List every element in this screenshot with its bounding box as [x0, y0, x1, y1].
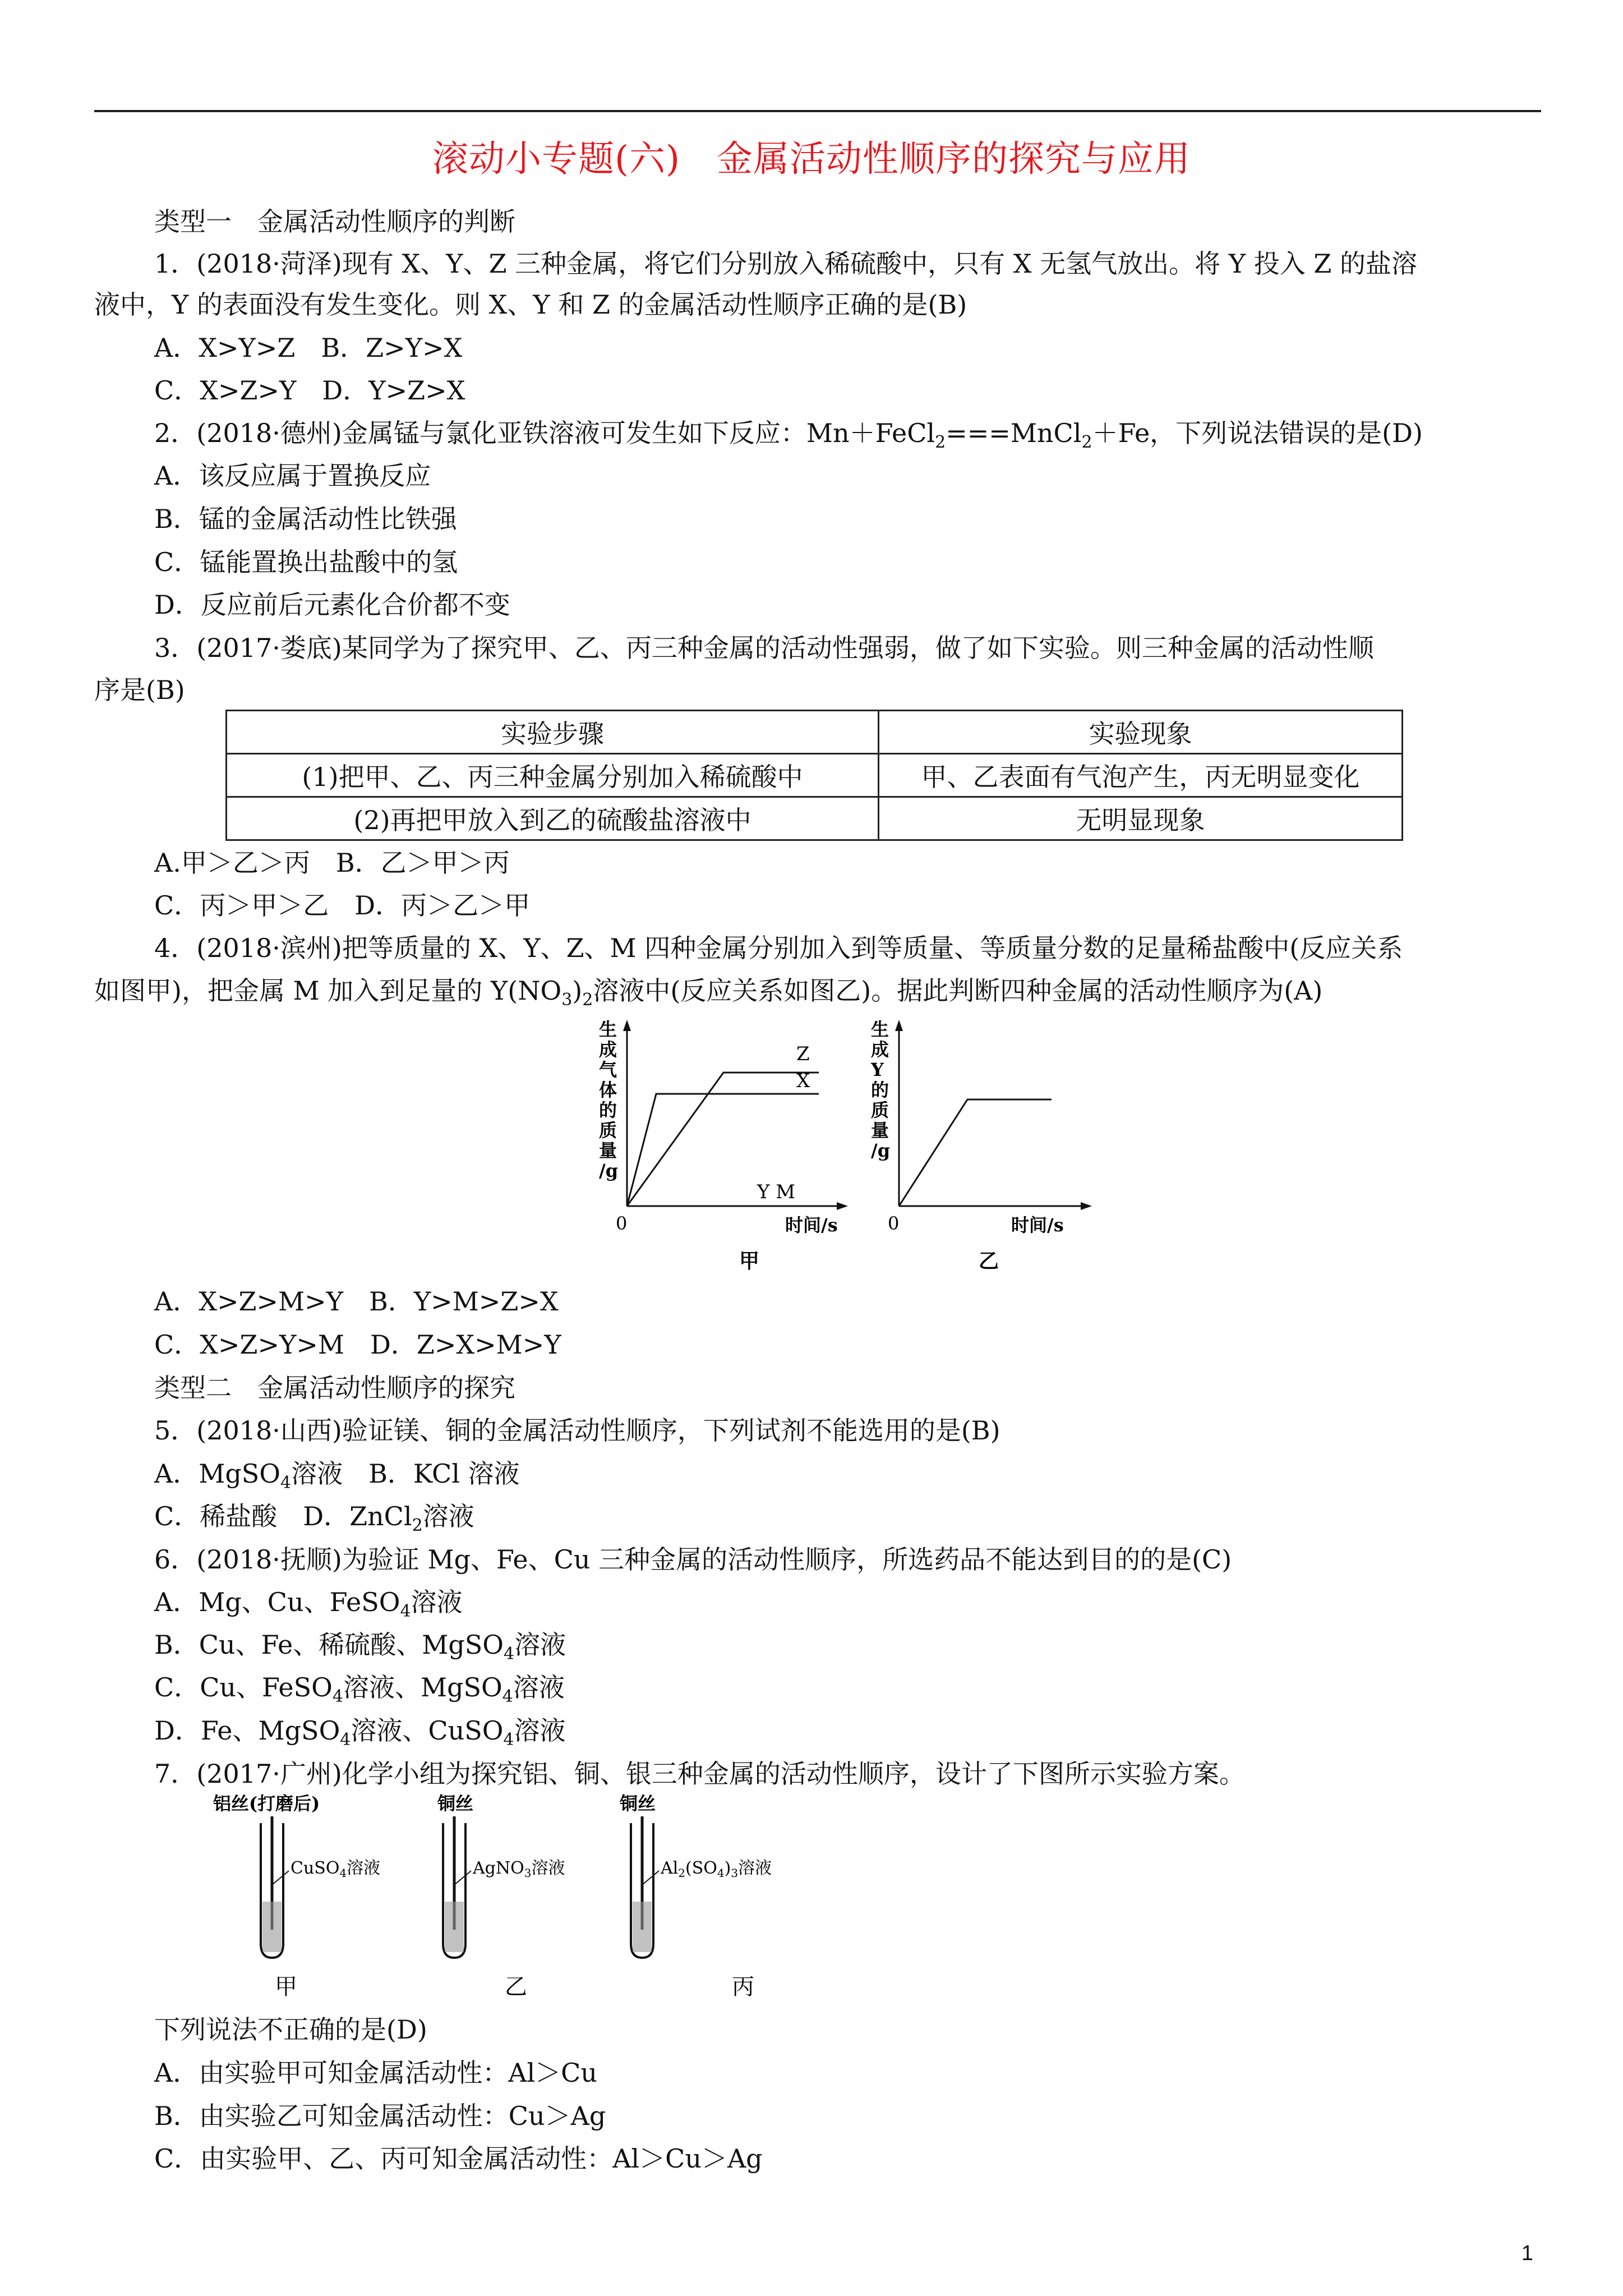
ylabel-char: 的: [599, 1099, 617, 1121]
experiment-table: [225, 710, 1403, 841]
q3-options-row2: C．丙＞甲＞乙 D．丙＞乙＞甲: [154, 890, 531, 921]
table-header-row: [227, 711, 1403, 754]
label-Y-M: Y M: [757, 1181, 796, 1203]
q2-text-line1: 2．(2018·德州)金属锰与氯化亚铁溶液可发生如下反应：Mn＋FeCl$_2$===MnCl$_2$＋Fe，下列说法错误的是(D): [154, 418, 1423, 453]
table-header-cell: 实验步骤: [227, 711, 879, 754]
x-axis-arrow: [1081, 1202, 1092, 1210]
page-number: 1: [1521, 2242, 1533, 2265]
test-tube-bing: [619, 1793, 772, 2000]
figure-caption-jia: 甲: [739, 1249, 760, 1273]
test-tube-jia: [213, 1793, 380, 2000]
ylabel-char: /g: [599, 1160, 619, 1181]
q6-option-d: D．Fe、MgSO$_4$溶液、CuSO$_4$溶液: [154, 1715, 566, 1750]
test-tube-experiment-figure: [213, 1789, 830, 2003]
solution-label: AgNO$_3$溶液: [473, 1858, 565, 1880]
tube-caption: 乙: [505, 1974, 527, 2000]
section-heading-2: 类型二 金属活动性顺序的探究: [154, 1373, 515, 1403]
leader-line: [272, 1871, 289, 1885]
table-cell: (2)再把甲放入到乙的硫酸盐溶液中: [227, 797, 879, 840]
q7-text-line1: 7．(2017·广州)化学小组为探究铝、铜、银三种金属的活动性顺序，设计了下图所示实验方案。: [154, 1759, 1245, 1789]
ylabel-char: Y: [871, 1059, 884, 1080]
solution-fill: [445, 1902, 464, 1952]
section-heading-1: 类型一 金属活动性顺序的判断: [154, 206, 515, 237]
q1-text-line2: 液中，Y 的表面没有发生变化。则 X、Y 和 Z 的金属活动性顺序正确的是(B): [94, 289, 967, 320]
q6-option-c: C．Cu、FeSO$_4$溶液、MgSO$_4$溶液: [154, 1672, 565, 1707]
ylabel-char: 气: [599, 1059, 617, 1080]
ylabel-char: 量: [871, 1120, 889, 1141]
q4-text-line1: 4．(2018·滨州)把等质量的 X、Y、Z、M 四种金属分别加入到等质量、等质量分数的足量稀盐酸中(反应关系: [154, 933, 1403, 963]
q2-option-c: C．锰能置换出盐酸中的氢: [154, 547, 458, 577]
origin-label: 0: [616, 1213, 628, 1234]
leader-line: [642, 1871, 659, 1885]
ylabel-char: 量: [599, 1140, 617, 1161]
figure-caption-yi: 乙: [979, 1249, 999, 1273]
label-X: X: [796, 1070, 810, 1092]
q4-options-row1: A．X>Z>M>Y B．Y>M>Z>X: [154, 1286, 559, 1317]
table-cell: 无明显现象: [879, 797, 1403, 840]
test-tube-yi: [437, 1793, 565, 2000]
q5-options-row2: C．稀盐酸 D．ZnCl$_2$溶液: [154, 1501, 474, 1536]
table-cell: 甲、乙表面有气泡产生，丙无明显变化: [879, 754, 1403, 797]
q4-text-line2: 如图甲)，把金属 M 加入到足量的 $Y(NO_3)_2$溶液中(反应关系如图乙)。据此判断四种金属的活动性顺序为(A): [94, 976, 1323, 1010]
q1-options-row1: A．X>Y>Z B．Z>Y>X: [154, 333, 463, 363]
ylabel-char: 成: [599, 1039, 617, 1060]
wire-label: 铜丝: [620, 1793, 656, 1814]
table-row: [227, 754, 1403, 797]
ylabel-char: 体: [599, 1079, 617, 1101]
q7-option-c: C．由实验甲、乙、丙可知金属活动性：Al＞Cu＞Ag: [154, 2143, 763, 2174]
reaction-graph-jia: [594, 1015, 864, 1273]
graph-yi-ylabel: [870, 1019, 890, 1161]
wire-label: 铝丝(打磨后): [213, 1793, 320, 1814]
ylabel-char: 生: [871, 1019, 889, 1040]
solution-label: CuSO$_4$溶液: [291, 1858, 381, 1880]
q2-option-d: D．反应前后元素化合价都不变: [154, 590, 510, 620]
q6-option-a: A．Mg、Cu、FeSO$_4$溶液: [154, 1587, 463, 1622]
curve-Y-mass: [899, 1099, 1052, 1206]
table-row: [227, 797, 1403, 840]
q4-options-row2: C．X>Z>Y>M D．Z>X>M>Y: [154, 1329, 561, 1360]
reaction-graph-yi: [866, 1015, 1102, 1273]
y-axis-arrow: [895, 1020, 903, 1031]
q6-text-line1: 6．(2018·抚顺)为验证 Mg、Fe、Cu 三种金属的活动性顺序，所选药品不能达到目的的是(C): [154, 1544, 1232, 1575]
y-axis-arrow: [623, 1020, 631, 1031]
x-axis-arrow: [837, 1202, 848, 1210]
leader-line: [454, 1871, 471, 1885]
q7-option-a: A．由实验甲可知金属活动性：Al＞Cu: [154, 2058, 597, 2088]
solution-fill: [262, 1902, 282, 1952]
solution-fill: [633, 1902, 652, 1952]
ylabel-char: 质: [599, 1120, 617, 1141]
q1-options-row2: C．X>Z>Y D．Y>Z>X: [154, 375, 465, 406]
ylabel-char: 的: [871, 1079, 889, 1101]
origin-label: 0: [888, 1213, 900, 1234]
page-title: 滚动小专题(六) 金属活动性顺序的探究与应用: [432, 139, 1191, 180]
ylabel-char: 成: [871, 1039, 889, 1060]
q6-option-b: B．Cu、Fe、稀硫酸、MgSO$_4$溶液: [154, 1630, 566, 1664]
ylabel-char: /g: [871, 1140, 891, 1161]
q1-text-line1: 1．(2018·菏泽)现有 X、Y、Z 三种金属，将它们分别放入稀硫酸中，只有 X 无氢气放出。将 Y 投入 Z 的盐溶: [154, 249, 1417, 279]
q2-option-b: B．锰的金属活动性比铁强: [154, 504, 457, 534]
table-header-cell: 实验现象: [879, 711, 1403, 754]
graph-jia-ylabel: [599, 1019, 618, 1181]
x-axis-label: 时间/s: [785, 1214, 838, 1236]
q3-text-line1: 3．(2017·娄底)某同学为了探究甲、乙、丙三种金属的活动性强弱，做了如下实验。则三种金属的活动性顺: [154, 633, 1374, 663]
solution-label: $Al_2(SO_4)_3$溶液: [661, 1858, 772, 1880]
q2-option-a: A．该反应属于置换反应: [154, 461, 431, 491]
ylabel-char: 生: [599, 1019, 617, 1040]
q5-options-row1: A．MgSO$_4$溶液 B．KCl 溶液: [154, 1458, 520, 1493]
wire-label: 铜丝: [437, 1793, 474, 1814]
q3-options-row1: A.甲＞乙＞丙 B．乙＞甲＞丙: [154, 848, 510, 878]
table-cell: (1)把甲、乙、丙三种金属分别加入稀硫酸中: [227, 754, 879, 797]
tube-caption: 甲: [275, 1974, 297, 2000]
q7-text-line2: 下列说法不正确的是(D): [154, 2014, 427, 2045]
q7-option-b: B．由实验乙可知金属活动性：Cu＞Ag: [154, 2101, 606, 2131]
q5-text-line1: 5．(2018·山西)验证镁、铜的金属活动性顺序，下列试剂不能选用的是(B): [154, 1415, 1000, 1446]
q3-text-line2: 序是(B): [94, 675, 185, 705]
tube-caption: 丙: [732, 1974, 754, 2000]
header-rule: [94, 110, 1541, 112]
label-Z: Z: [796, 1043, 810, 1065]
x-axis-label: 时间/s: [1011, 1214, 1064, 1236]
ylabel-char: 质: [871, 1099, 889, 1121]
